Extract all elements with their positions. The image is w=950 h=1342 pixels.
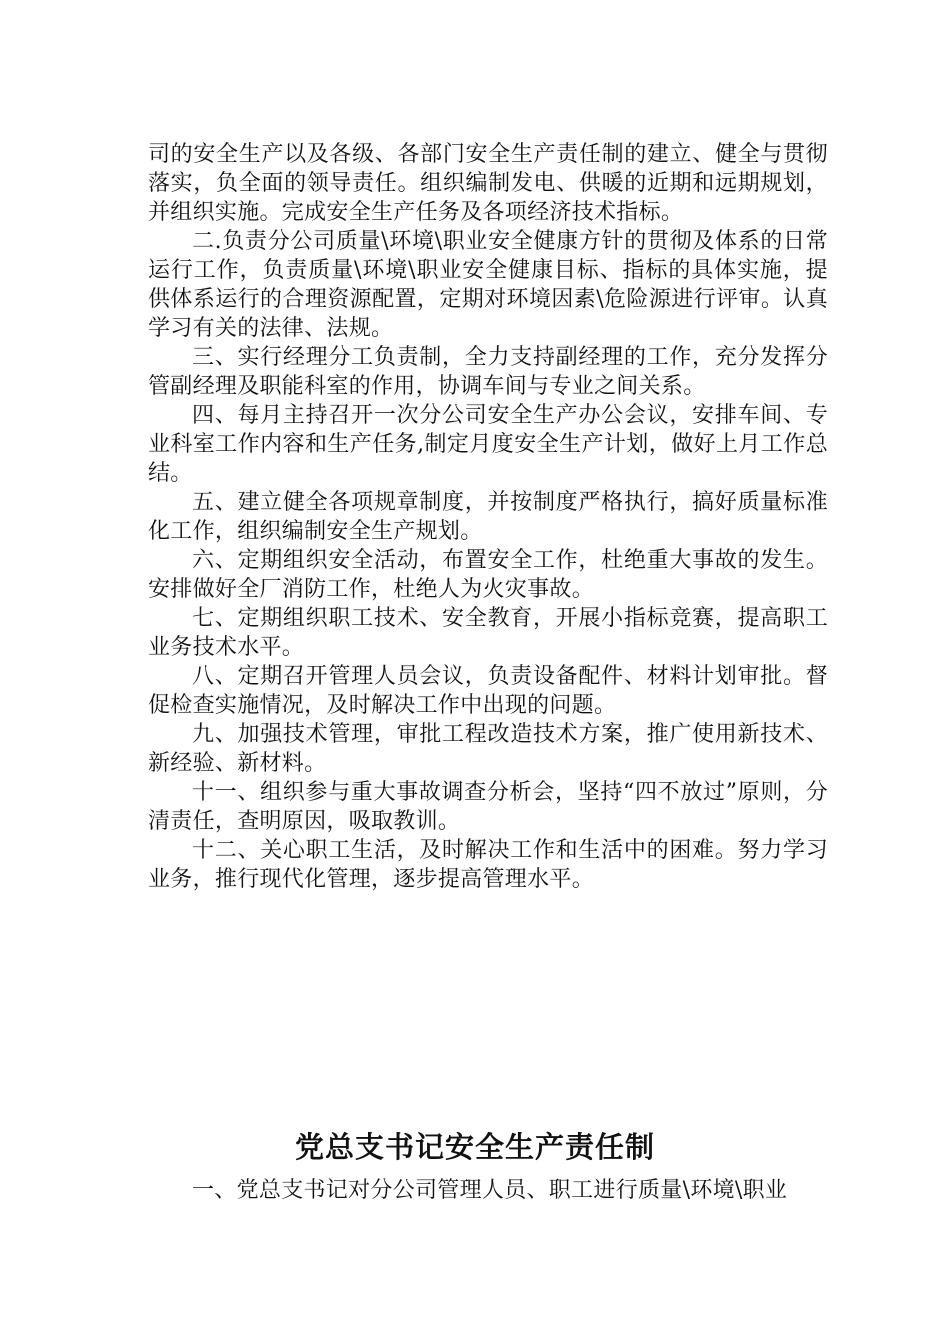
paragraph-item-6: 六、定期组织安全活动，布置安全工作，杜绝重大事故的发生。安排做好全厂消防工作，杜绝人为火灾事故。 [148,548,828,602]
paragraph-item-2: 二.负责分公司质量\环境\职业安全健康方针的贯彻及体系的日常运行工作，负责质量\环境\职业安全健康目标、指标的具体实施，提供体系运行的合理资源配置，定期对环境因素\危险源进行评审。认真学习有关的法律、法规。 [148,229,828,341]
paragraph-item-5: 五、建立健全各项规章制度，并按制度严格执行，搞好质量标准化工作，组织编制安全生产规划。 [148,490,828,544]
responsibility-text-block [148,140,828,894]
paragraph-item-8: 八、定期召开管理人员会议，负责设备配件、材料计划审批。督促检查实施情况，及时解决工作中出现的问题。 [148,664,828,718]
paragraph-item-11: 十一、组织参与重大事故调查分析会，坚持“四不放过”原则，分清责任，查明原因，吸取教训。 [148,780,828,834]
paragraph-item-4: 四、每月主持召开一次分公司安全生产办公会议，安排车间、专业科室工作内容和生产任务,制定月度安全生产计划，做好上月工作总结。 [148,403,828,486]
section-paragraph-1: 一、党总支书记对分公司管理人员、职工进行质量\环境\职业 [192,1178,788,1203]
section-text-block [148,1176,828,1205]
section-title: 党总支书记安全生产责任制 [294,1130,655,1164]
paragraph-item-3: 三、实行经理分工负责制，全力支持副经理的工作，充分发挥分管副经理及职能科室的作用，协调车间与专业之间关系。 [148,345,828,399]
paragraph-item-12: 十二、关心职工生活，及时解决工作和生活中的困难。努力学习业务，推行现代化管理，逐步提高管理水平。 [148,838,828,892]
paragraph-item-9: 九、加强技术管理，审批工程改造技术方案，推广使用新技术、新经验、新材料。 [148,722,828,776]
paragraph-continuation: 司的安全生产以及各级、各部门安全生产责任制的建立、健全与贯彻落实，负全面的领导责任。组织编制发电、供暖的近期和远期规划，并组织实施。完成安全生产任务及各项经济技术指标。 [148,142,828,225]
paragraph-item-7: 七、定期组织职工技术、安全教育，开展小指标竞赛，提高职工业务技术水平。 [148,606,828,660]
